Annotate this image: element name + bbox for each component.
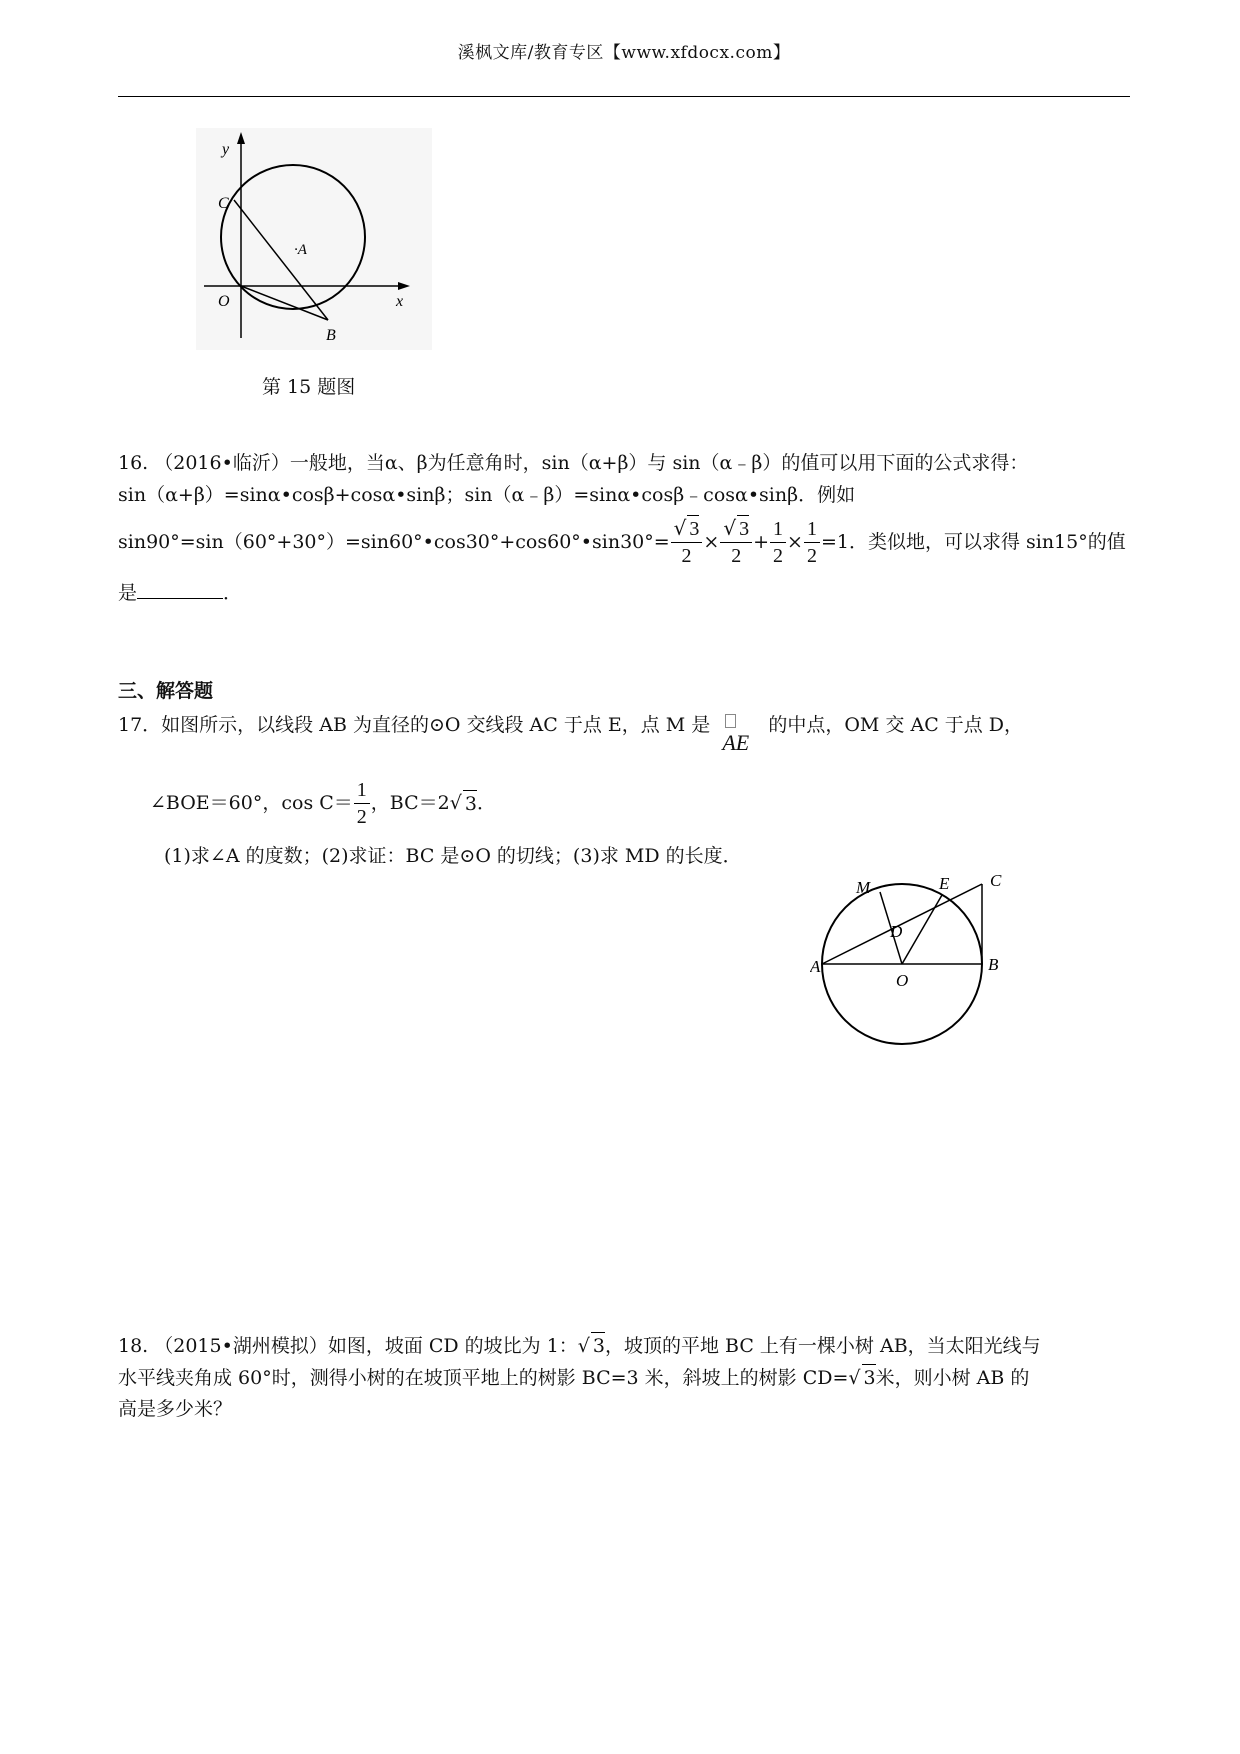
label-x: x bbox=[396, 293, 404, 310]
figure-15 bbox=[196, 128, 432, 350]
q16-line-1: 16. （2016•临沂）一般地，当α、β为任意角时，sin（α+β）与 sin（α﹣β）的值可以用下面的公式求得： bbox=[118, 452, 1029, 474]
arc-box-icon bbox=[725, 714, 736, 728]
q16-line-4-suffix: ． bbox=[223, 582, 243, 604]
label-y: y bbox=[222, 141, 230, 158]
q18-line-2-suffix: 米，则小树 AB 的 bbox=[875, 1367, 1030, 1389]
q16-line-3 bbox=[118, 510, 1126, 574]
fraction-sqrt3-over-2-b: $\frac{√ 3}{2}$ bbox=[720, 515, 752, 569]
times-sign: × bbox=[703, 531, 720, 553]
radical-sign: √ bbox=[449, 792, 462, 814]
label-a: ·A bbox=[294, 242, 307, 258]
q18-line-1 bbox=[118, 1332, 1041, 1359]
fraction-sqrt3-over-2-a: $\frac{√ 3}{2}$ bbox=[671, 515, 703, 569]
q17-line-2 bbox=[150, 774, 496, 832]
q17-line-1-prefix: 17．如图所示，以线段 AB 为直径的⊙O 交线段 AC 于点 E，点 M 是 bbox=[118, 714, 711, 736]
fraction-cos-c: $\frac{1}{2}$ bbox=[354, 777, 370, 830]
q18-line-1-radicand: 3 bbox=[591, 1332, 605, 1359]
q18-line-2-prefix: 水平线夹角成 60°时，测得小树的在坡顶平地上的树影 BC=3 米，斜坡上的树影 CD= bbox=[118, 1367, 849, 1389]
q16-line-3-suffix: =1．类似地，可以求得 sin15°的值 bbox=[820, 531, 1126, 553]
radical-sign: √ bbox=[577, 1335, 590, 1357]
q17-line-3: (1)求∠A 的度数；(2)求证：BC 是⊙O 的切线；(3)求 MD 的长度． bbox=[164, 845, 742, 867]
label-b: B bbox=[326, 327, 336, 344]
q17-line-2-a: ∠BOE＝60°，cos C＝ bbox=[150, 792, 353, 814]
q17-line-2-d: ． bbox=[476, 792, 496, 814]
figure-17 bbox=[810, 870, 1010, 1050]
q18-line-1-suffix: ，坡顶的平地 BC 上有一棵小树 AB，当太阳光线与 bbox=[605, 1335, 1041, 1357]
label-e: E bbox=[939, 874, 950, 893]
q16-line-2: sin（α+β）=sinα•cosβ+cosα•sinβ；sin（α﹣β）=sinα•cosβ﹣cosα•sinβ．例如 bbox=[118, 484, 856, 506]
radical-sign: √ bbox=[673, 516, 687, 540]
times-sign: × bbox=[787, 531, 803, 553]
q18-line-2-radicand: 3 bbox=[862, 1364, 876, 1391]
answer-blank[interactable] bbox=[137, 580, 223, 599]
figure-15-caption: 第 15 题图 bbox=[262, 376, 356, 398]
q16-line-4 bbox=[118, 580, 242, 606]
q17-line-1-suffix: 的中点，OM 交 AC 于点 D， bbox=[768, 714, 1024, 736]
page-header: 溪枫文库/教育专区【www.xfdocx.com】 bbox=[457, 43, 791, 63]
q17-line-2-b: ，BC＝2 bbox=[370, 792, 450, 814]
q16-line-4-prefix: 是 bbox=[118, 582, 138, 604]
label-o: O bbox=[896, 971, 909, 990]
radical-sign: √ bbox=[723, 516, 737, 540]
header-rule bbox=[118, 96, 1130, 97]
label-c: C bbox=[218, 195, 229, 212]
section-title: 三、解答题 bbox=[118, 680, 214, 702]
fraction-1-over-2-a: $\frac{1}{2}$ bbox=[770, 516, 786, 569]
q17-line-2-radicand: 3 bbox=[463, 790, 477, 817]
label-b: B bbox=[988, 955, 999, 974]
figure-15-background bbox=[196, 128, 432, 350]
q18-line-3: 高是多少米？ bbox=[118, 1398, 233, 1420]
q18-line-1-prefix: 18. （2015•湖州模拟）如图，坡面 CD 的坡比为 1： bbox=[118, 1335, 578, 1357]
label-a: A bbox=[810, 957, 821, 976]
label-o: O bbox=[218, 293, 230, 310]
radical-sign: √ bbox=[848, 1367, 861, 1389]
q18-line-2 bbox=[118, 1364, 1029, 1391]
label-c: C bbox=[990, 871, 1002, 890]
fraction-1-over-2-b: $\frac{1}{2}$ bbox=[804, 516, 820, 569]
label-d: D bbox=[890, 922, 903, 941]
q16-line-3-prefix: sin90°=sin（60°+30°）=sin60°•cos30°+cos60°•sin30°= bbox=[118, 531, 670, 553]
segment-oe bbox=[902, 895, 942, 964]
q17-line-1: 17．如图所示，以线段 AB 为直径的⊙O 交线段 AC 于点 E，点 M 是 AE 的中点，OM 交 AC 于点 D， bbox=[118, 714, 1024, 755]
label-m: M bbox=[856, 878, 871, 897]
plus-sign: + bbox=[753, 531, 770, 553]
